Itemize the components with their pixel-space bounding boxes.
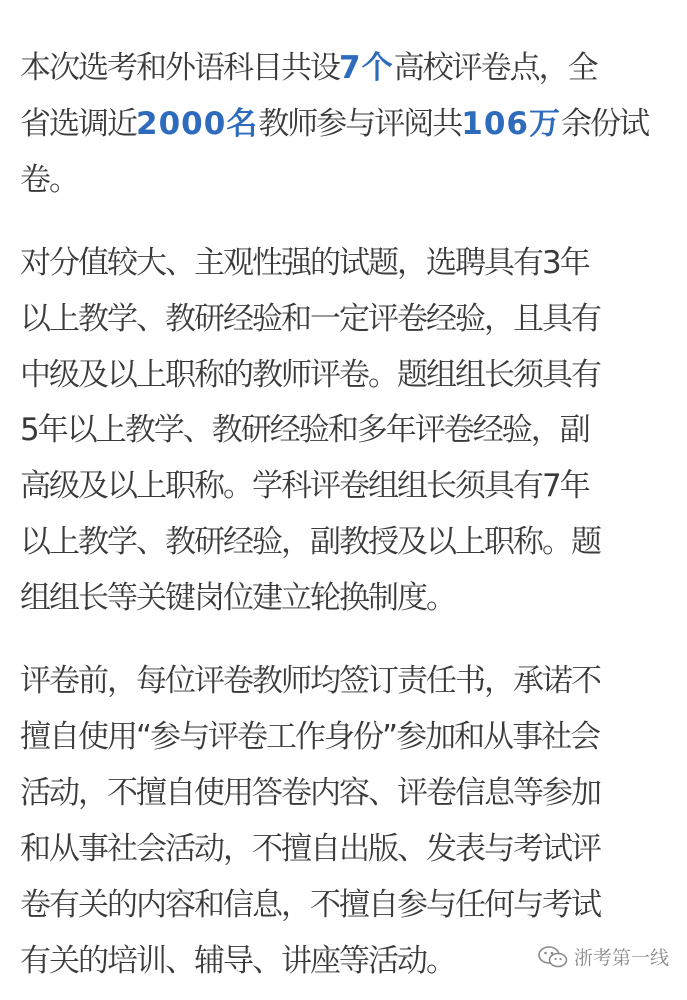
text-line xyxy=(20,48,687,88)
text-line xyxy=(20,299,687,339)
text-segment: 5年以上教学、教研经验和多年评卷经验，副 xyxy=(20,412,589,448)
source-watermark xyxy=(538,943,669,970)
wechat-icon xyxy=(538,945,568,969)
text-segment: 余份试 xyxy=(561,106,648,142)
text-line xyxy=(20,885,687,925)
text-line xyxy=(20,466,687,506)
text-segment: 卷有关的内容和信息，不擅自参与任何与考试 xyxy=(20,887,600,923)
text-line xyxy=(20,104,687,144)
text-segment: 评卷前，每位评卷教师均签订责任书，承诺不 xyxy=(20,663,600,699)
text-line xyxy=(20,410,687,450)
text-segment: 擅自使用“参与评卷工作身份”参加和从事社会 xyxy=(20,719,600,755)
text-segment: 对分值较大、主观性强的试题，选聘具有3年 xyxy=(20,245,589,281)
text-line xyxy=(20,160,687,200)
text-segment: 省选调近 xyxy=(20,106,136,142)
text-segment: 组组长等关键岗位建立轮换制度。 xyxy=(20,580,455,616)
text-segment: 本次选考和外语科目共设 xyxy=(20,50,339,86)
text-line xyxy=(20,355,687,395)
text-segment: 以上教学、教研经验和一定评卷经验，且具有 xyxy=(20,301,600,337)
text-line xyxy=(20,717,687,757)
text-segment: 有关的培训、辅导、讲座等活动。 xyxy=(20,943,455,979)
text-line xyxy=(20,773,687,813)
text-segment: 活动，不擅自使用答卷内容、评卷信息等参加 xyxy=(20,775,600,811)
text-line xyxy=(20,522,687,562)
text-segment: 和从事社会活动，不擅自出版、发表与考试评 xyxy=(20,831,600,867)
text-segment: 高校评卷点，全 xyxy=(393,50,597,86)
text-line xyxy=(20,578,687,618)
text-segment: 以上教学、教研经验，副教授及以上职称。题 xyxy=(20,524,600,560)
highlighted-figure: 2000名 xyxy=(136,106,259,142)
highlighted-figure: 7个 xyxy=(339,50,394,86)
text-line xyxy=(20,243,687,283)
text-line xyxy=(20,661,687,701)
text-segment: 教师参与评阅共 xyxy=(258,106,462,142)
watermark-text: 浙考第一线 xyxy=(573,947,669,969)
text-segment: 中级及以上职称的教师评卷。题组组长须具有 xyxy=(20,357,600,393)
text-segment: 卷。 xyxy=(20,162,78,198)
text-line xyxy=(20,829,687,869)
text-segment: 高级及以上职称。学科评卷组组长须具有7年 xyxy=(20,468,589,504)
highlighted-figure: 106万 xyxy=(461,106,561,142)
